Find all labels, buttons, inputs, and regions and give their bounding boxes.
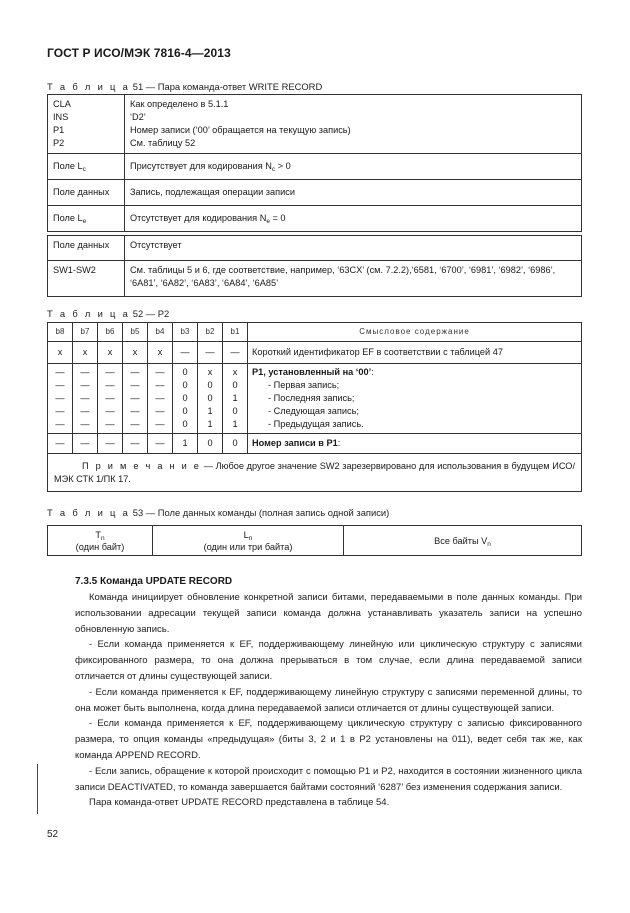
bit-cell: x [148,342,173,364]
resp-data-label: Поле данных [48,236,125,261]
p2-value: См. таблицу 52 [130,138,196,148]
resp-data-value: Отсутствует [125,236,582,261]
header-b3: b3 [173,323,198,342]
bit-cell: x [123,342,148,364]
table51-param-names [48,95,125,154]
table52-row-short-ef [48,342,582,364]
bit-cell: — [223,342,248,364]
table52-header-row [48,323,582,342]
data-field-value: Запись, подлежащая операции записи [125,180,582,206]
le-field-value: Отсутствует для кодирования $N_e = 0$ [125,206,582,232]
table51-command [47,94,582,232]
bit-column-b2: x 0 0 1 1 [198,364,223,434]
section-body [75,590,582,811]
table51-resp-data [48,236,582,261]
section-heading: 7.3.5 Команда UPDATE RECORD [75,576,233,587]
bit-cell: — [73,434,98,454]
table51-param-values [125,95,582,154]
bit-cell: x [48,342,73,364]
ins-label: INS [53,112,69,122]
table52-row-record-number [48,434,582,454]
le-field-label: Поле $L_e$ [48,206,125,232]
bit-column-b6: — — — — — [98,364,123,434]
bit-column-b3: 0 0 0 0 0 [173,364,198,434]
bit-cell: — [48,434,73,454]
change-bar [37,764,38,814]
table53-caption [47,507,389,518]
paragraph-variable-size: - Если команда применяется к EF, поддерживающему линейную структуру с записями переменной длины, то она может быть выполнена, когда длина передаваемой записи отличается от длины существующей записи. [75,686,582,714]
last-record-item: - Последняя запись; [268,393,355,403]
header-b5: b5 [123,323,148,342]
table52-caption-label: Т а б л и ц а [47,308,131,319]
lc-field-label: Поле $L_c$ [48,154,125,180]
header-b4: b4 [148,323,173,342]
cla-label: CLA [53,99,71,109]
first-record-item: - Первая запись; [268,380,340,390]
meaning-p1-zero: P1, установленный на ‘00’: - Первая запись; - Последняя запись; - Следующая запись; - Предыдущая запись. [248,364,582,434]
ins-value: ‘D2’ [130,112,146,122]
resp-sw-value: См. таблицы 5 и 6, где соответствие, например, ‘63CX’ (см. 7.2.2),‘6581, ‘6700’, ‘6981’, ‘6982’, ‘6986’, ‘6A81’, ‘6A82’, ‘6A83’, ‘6A84’, ‘6A85’ [125,261,582,297]
bit-column-b1: x 0 1 0 1 [223,364,248,434]
bit-cell: — [148,434,173,454]
page-number: 52 [47,829,59,840]
table53-data-field [47,525,582,556]
header-b1: b1 [223,323,248,342]
data-field-label: Поле данных [48,180,125,206]
table51-response [47,235,582,297]
bit-cell: x [98,342,123,364]
header-b7: b7 [73,323,98,342]
cla-value: Как определено в 5.1.1 [130,99,229,109]
paragraph-intro: Команда инициирует обновление конкретной записи битами, передаваемыми в поле данных команды. При использовании адресации текущей записи команда должна устанавливать указатель записи на успешно обновленную запись. [75,592,582,635]
bit-cell: — [98,434,123,454]
table52-note-row [48,454,582,492]
table51-row-data [48,180,582,206]
document-header: ГОСТ Р ИСО/МЭК 7816-4—2013 [47,46,231,60]
header-b2: b2 [198,323,223,342]
table51-caption-label: Т а б л и ц а [47,81,131,92]
paragraph-deactivated: - Если запись, обращение к которой происходит с помощью P1 и P2, находится в состоянии жизненного цикла записи DEACTIVATED, то команда завершается байтами состояний ‘6287’ без изменения содержания записи. [75,765,582,793]
header-b6: b6 [98,323,123,342]
bit-column-b7: — — — — — [73,364,98,434]
table53-caption-label: Т а б л и ц а [47,507,131,518]
table52-caption [47,308,169,319]
table52-row-p1-zero [48,364,582,434]
table51-caption [47,81,322,92]
bit-column-b5: — — — — — [123,364,148,434]
header-meaning: Смысловое содержание [248,323,582,342]
meaning-short-ef: Короткий идентификатор EF в соответствии с таблицей 47 [248,342,582,364]
next-record-item: - Следующая запись; [268,406,359,416]
table52-p2 [47,322,582,492]
tag-cell: $T_n$ (один байт) [48,526,153,556]
paragraph-table54-ref: Пара команда-ответ UPDATE RECORD представлена в таблице 54. [89,797,390,809]
table53-row [48,526,582,556]
bit-cell: 0 [223,434,248,454]
table51-row-le [48,206,582,232]
previous-record-item: - Предыдущая запись. [268,419,364,429]
p1-value: Номер записи (‘00’ обращается на текущую запись) [130,125,351,135]
table51-resp-sw [48,261,582,297]
lc-field-value: Присутствует для кодирования $N_c > 0$ [125,154,582,180]
p1-zero-title: P1, установленный на ‘00’ [252,367,372,377]
bit-cell: — [173,342,198,364]
table51-row-params [48,95,582,154]
bit-cell: 1 [173,434,198,454]
table52-note: П р и м е ч а н и е — Любое другое значение SW2 зарезервировано для использования в будущем ИСО/МЭК СТК 1/ПК 17. [48,454,582,492]
bit-cell: 0 [198,434,223,454]
length-cell: $L_n$ (один или три байта) [153,526,344,556]
table51-row-lc [48,154,582,180]
bit-cell: x [73,342,98,364]
p2-label: P2 [53,138,65,148]
paragraph-cyclic: - Если команда применяется к EF, поддерживающему циклическую структуру с записью фиксированного размера, то опция команды «предыдущая» (биты 3, 2 и 1 в P2 установлены на 011), ведет себя так же, как команда APPEND RECORD. [75,718,582,761]
table51-caption-text: 51 — Пара команда-ответ WRITE RECORD [132,81,323,92]
bit-column-b8: — — — — — [48,364,73,434]
table52-caption-text: 52 — P2 [132,308,170,319]
bit-column-b4: — — — — — [148,364,173,434]
resp-sw-label: SW1-SW2 [48,261,125,297]
header-b8: b8 [48,323,73,342]
paragraph-fixed-size: - Если команда применяется к EF, поддерживающему линейную или циклическую структуру с записями фиксированного размера, то она должна прерываться в том случае, если длина передаваемой записи отличается от длины существующей записи. [75,639,582,682]
bit-cell: — [198,342,223,364]
meaning-record-number: Номер записи в P1: [248,434,582,454]
table53-caption-text: 53 — Поле данных команды (полная запись одной записи) [132,507,390,518]
bit-cell: — [123,434,148,454]
p1-label: P1 [53,125,65,135]
value-cell: Все байты $V_n$ [344,526,582,556]
